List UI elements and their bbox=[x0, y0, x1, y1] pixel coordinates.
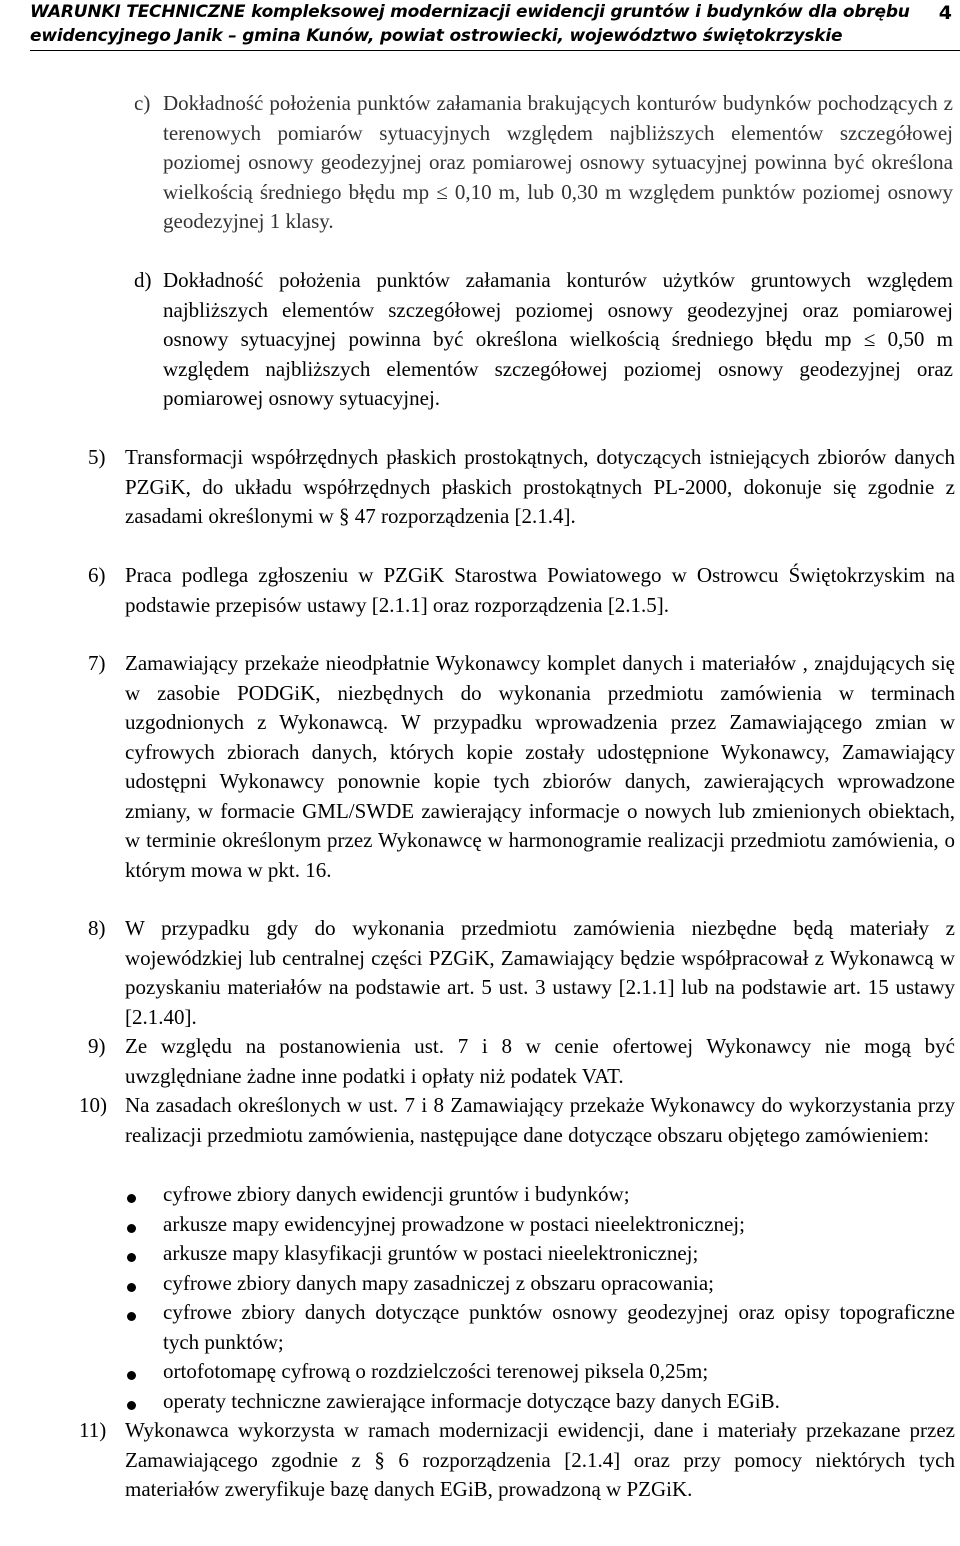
list-item-label: 9) bbox=[88, 1034, 106, 1058]
bullet-text: cyfrowe zbiory danych mapy zasadniczej z obszaru opracowania; bbox=[163, 1271, 714, 1295]
header-title-line-1: WARUNKI TECHNICZNE kompleksowej modernizacji ewidencji gruntów i budynków dla obrębu bbox=[30, 2, 910, 22]
list-item-text: Praca podlega zgłoszeniu w PZGiK Starostwa Powiatowego w Ostrowcu Świętokrzyskim na podstawie przepisów ustawy [2.1.1] oraz rozporządzenia [2.1.5]. bbox=[125, 563, 955, 617]
bullet-text: cyfrowe zbiory danych dotyczące punktów osnowy geodezyjnej oraz opisy topograficzne tych punktów; bbox=[163, 1300, 955, 1354]
bullet-dot-icon bbox=[127, 1401, 136, 1410]
list-item-label: 8) bbox=[88, 916, 106, 940]
list-item-label: 5) bbox=[88, 445, 106, 469]
list-item-label: 10) bbox=[79, 1093, 107, 1117]
page-number: 4 bbox=[938, 2, 952, 24]
list-item-label: 7) bbox=[88, 651, 106, 675]
sub-item-text: Dokładność położenia punktów załamania konturów użytków gruntowych względem najbliższych elementów szczegółowej poziomej osnowy geodezyjnej oraz pomiarowej osnowy sytuacyjnej powinna być określona wielkością średniego błędu mp ≤ 0,50 m względem najbliższych elementów szczegółowej poziomej osnowy geodezyjnej oraz pomiarowej osnowy sytuacyjnej. bbox=[163, 268, 953, 410]
list-item-text: Wykonawca wykorzysta w ramach modernizacji ewidencji, dane i materiały przekazane przez Zamawiającego zgodnie z § 6 rozporządzenia [2.1.4] oraz przy pomocy niektórych tych materiałów zweryfikuje bazę danych EGiB, prowadzoną w PZGiK. bbox=[125, 1418, 955, 1501]
list-item-label: 11) bbox=[79, 1418, 107, 1442]
list-item-text: Zamawiający przekaże nieodpłatnie Wykonawcy komplet danych i materiałów , znajdujących się w zasobie PODGiK, niezbędnych do wykonania przedmiotu zamówienia w terminach uzgodnionych z Wykonawcą. W przypadku wprowadzenia przez Zamawiającego zmian w cyfrowych zbiorach danych, których kopie zostały udostępnione Wykonawcy, Zamawiający udostępni Wykonawcy ponownie kopie tych zbiorów danych, zawierających wprowadzone zmiany, w formacie GML/SWDE zawierający informacje o nowych lub zmienionych obiektach, w terminie określonym przez Wykonawcę w harmonogramie realizacji przedmiotu zamówienia, o którym mowa w pkt. 16. bbox=[125, 651, 955, 882]
header-title-line-2: ewidencyjnego Janik – gmina Kunów, powiat ostrowiecki, województwo świętokrzyskie bbox=[30, 26, 843, 46]
sub-item-label: d) bbox=[134, 268, 152, 292]
bullet-dot-icon bbox=[127, 1312, 136, 1321]
bullet-text: cyfrowe zbiory danych ewidencji gruntów i budynków; bbox=[163, 1182, 630, 1206]
list-item-text: Transformacji współrzędnych płaskich prostokątnych, dotyczących istniejących zbiorów danych PZGiK, do układu współrzędnych płaskich prostokątnych PL-2000, dokonuje się zgodnie z zasadami określonymi w § 47 rozporządzenia [2.1.4]. bbox=[125, 445, 955, 528]
page-header bbox=[30, 0, 960, 51]
sub-item-label: c) bbox=[134, 91, 151, 115]
bullet-dot-icon bbox=[127, 1371, 136, 1380]
bullet-dot-icon bbox=[127, 1283, 136, 1292]
bullet-dot-icon bbox=[127, 1224, 136, 1233]
bullet-text: ortofotomapę cyfrową o rozdzielczości terenowej piksela 0,25m; bbox=[163, 1359, 709, 1383]
bullet-text: arkusze mapy klasyfikacji gruntów w postaci nieelektronicznej; bbox=[163, 1241, 699, 1265]
list-item-label: 6) bbox=[88, 563, 106, 587]
list-item-text: W przypadku gdy do wykonania przedmiotu zamówienia niezbędne będą materiały z wojewódzkiej lub centralnej części PZGiK, Zamawiający będzie współpracował z Wykonawcą w pozyskaniu materiałów na podstawie art. 5 ust. 3 ustawy [2.1.1] lub na podstawie art. 15 ustawy [2.1.40]. bbox=[125, 916, 955, 1029]
bullet-dot-icon bbox=[127, 1253, 136, 1262]
bullet-text: arkusze mapy ewidencyjnej prowadzone w postaci nieelektronicznej; bbox=[163, 1212, 745, 1236]
list-item-text: Na zasadach określonych w ust. 7 i 8 Zamawiający przekaże Wykonawcy do wykorzystania przy realizacji przedmiotu zamówienia, następujące dane dotyczące obszaru objętego zamówieniem: bbox=[125, 1093, 955, 1147]
bullet-text: operaty techniczne zawierające informacje dotyczące bazy danych EGiB. bbox=[163, 1389, 780, 1413]
sub-item-text: Dokładność położenia punktów załamania brakujących konturów budynków pochodzących z terenowych pomiarów sytuacyjnych względem najbliższych elementów szczegółowej poziomej osnowy geodezyjnej oraz pomiarowej osnowy sytuacyjnej powinna być określona wielkością średniego błędu mp ≤ 0,10 m, lub 0,30 m względem punktów poziomej osnowy geodezyjnej 1 klasy. bbox=[163, 91, 953, 233]
bullet-dot-icon bbox=[127, 1194, 136, 1203]
list-item-text: Ze względu na postanowienia ust. 7 i 8 w cenie ofertowej Wykonawcy nie mogą być uwzględniane żadne inne podatki i opłaty niż podatek VAT. bbox=[125, 1034, 955, 1088]
